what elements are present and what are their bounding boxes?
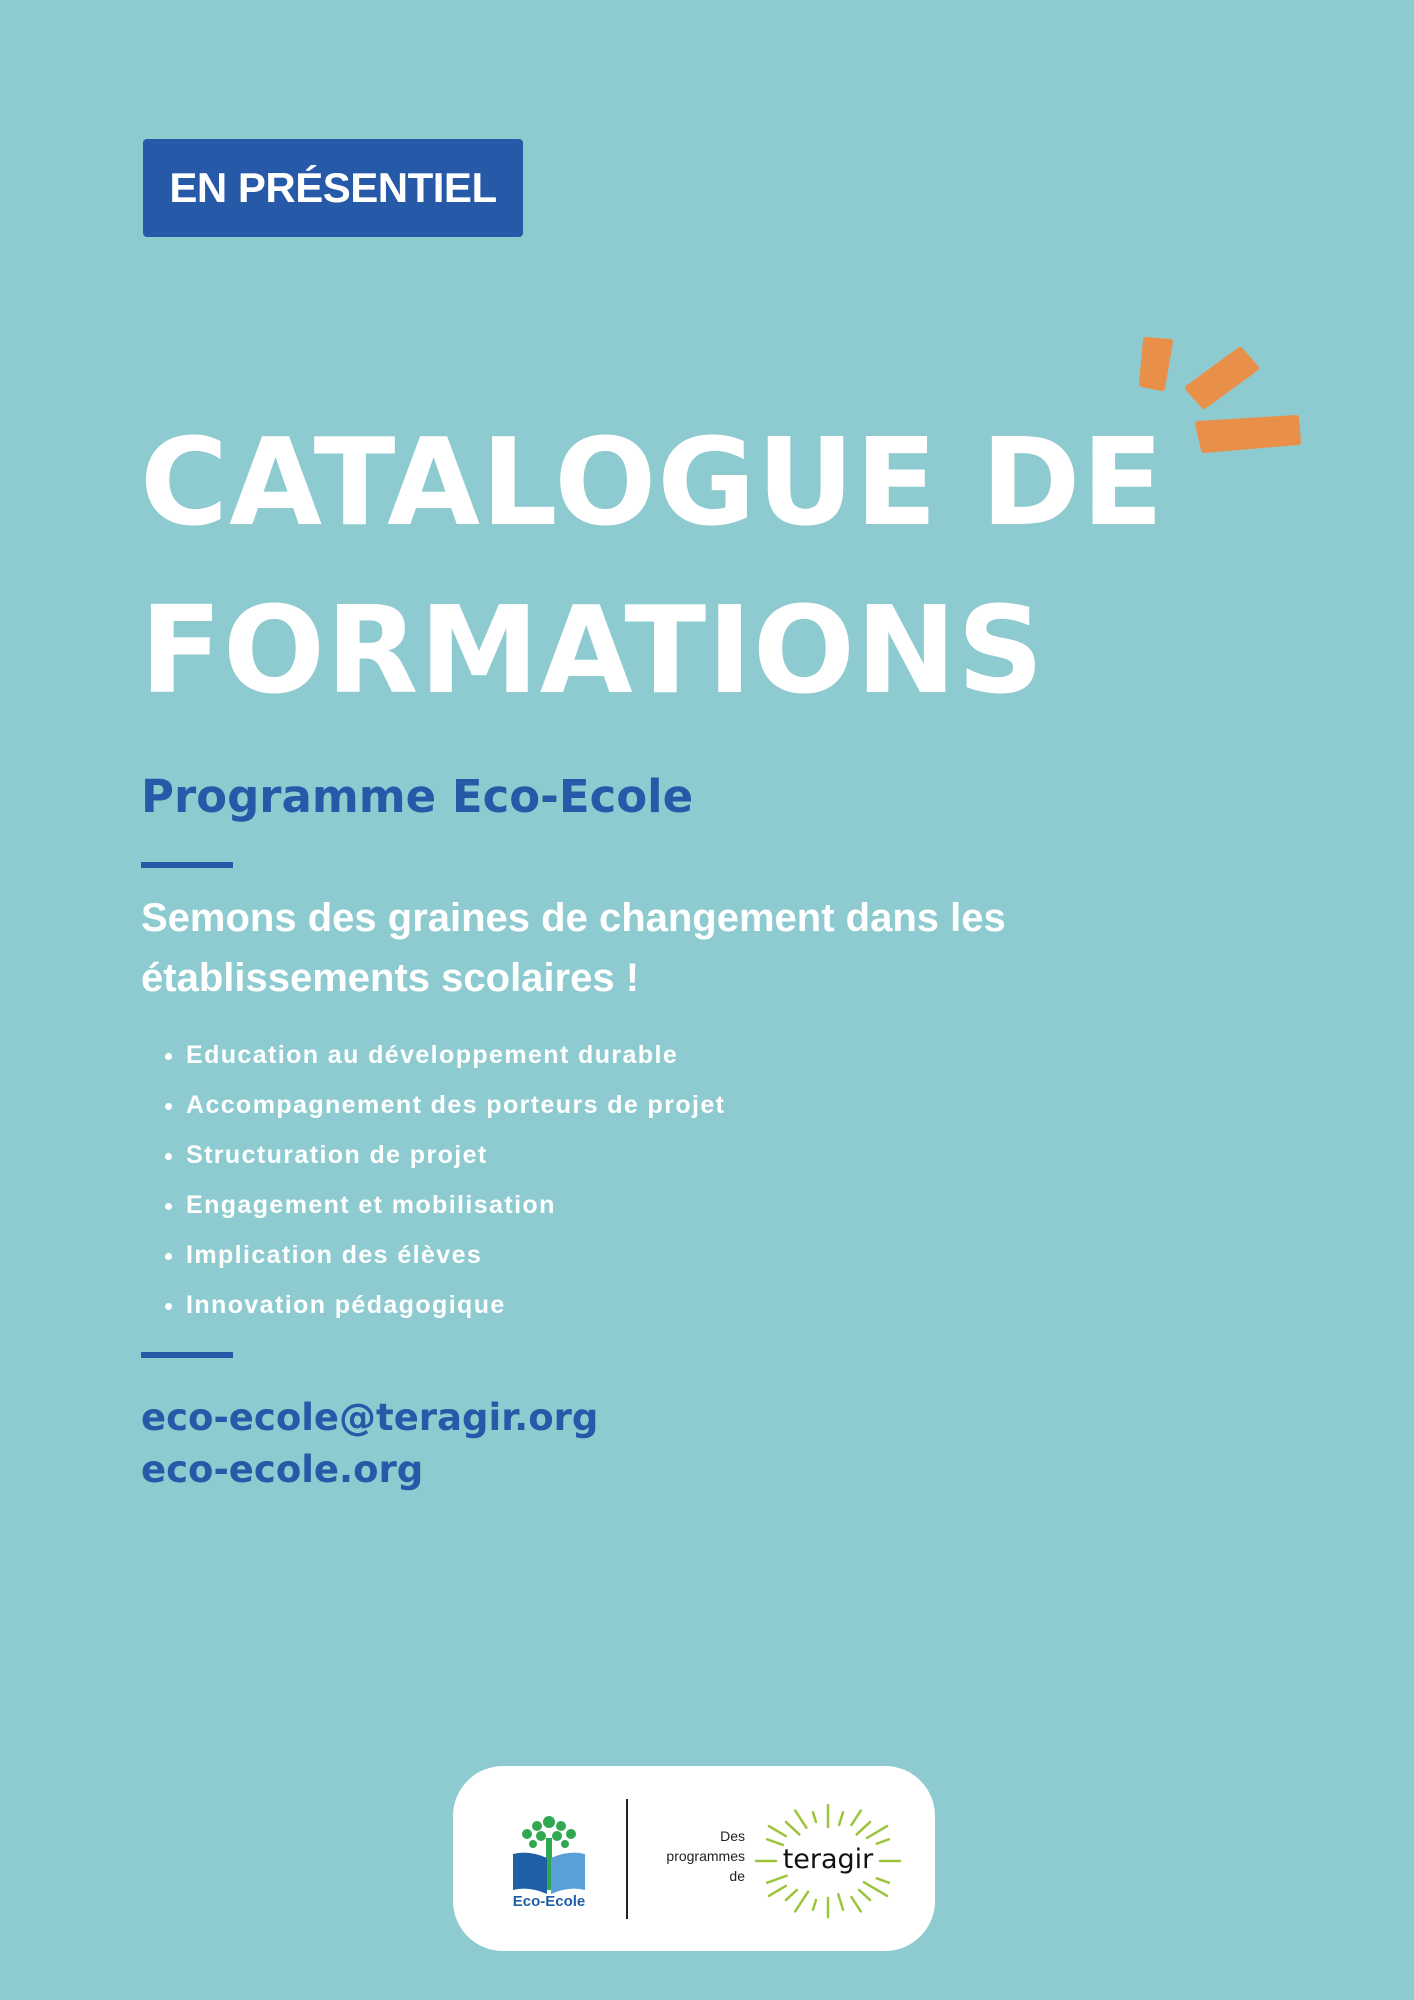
list-item: • Implication des élèves [186, 1230, 725, 1280]
list-item: • Accompagnement des porteurs de projet [186, 1080, 725, 1130]
website-link[interactable]: eco-ecole.org [141, 1448, 424, 1491]
list-item: • Innovation pédagogique [186, 1280, 725, 1330]
list-item: • Engagement et mobilisation [186, 1180, 725, 1230]
eco-ecole-logo-text: Eco-Ecole [512, 1893, 586, 1910]
divider-top [141, 862, 233, 868]
divider-bottom [141, 1352, 233, 1358]
title-line-2: FORMATIONS [140, 582, 1045, 721]
email-link[interactable]: eco-ecole@teragir.org [141, 1396, 599, 1439]
tagline-line-2: établissements scolaires ! [141, 956, 640, 1000]
contact-block [141, 1392, 598, 1496]
list-item: • Education au développement durable [186, 1030, 725, 1080]
programmes-label: Des programmes de [666, 1828, 745, 1884]
format-badge: EN PRÉSENTIEL [143, 139, 523, 237]
tagline-line-1: Semons des graines de changement dans les [141, 896, 1006, 940]
teragir-logo-text: teragir [782, 1844, 874, 1875]
program-subtitle: Programme Eco-Ecole [141, 770, 694, 823]
tagline [141, 888, 1141, 1008]
logo-card [453, 1766, 935, 1951]
title-line-1: CATALOGUE DE [140, 414, 1165, 553]
page-title [140, 400, 1165, 736]
logo-divider [626, 1799, 628, 1919]
topics-list [141, 1030, 725, 1330]
list-item: • Structuration de projet [186, 1130, 725, 1180]
